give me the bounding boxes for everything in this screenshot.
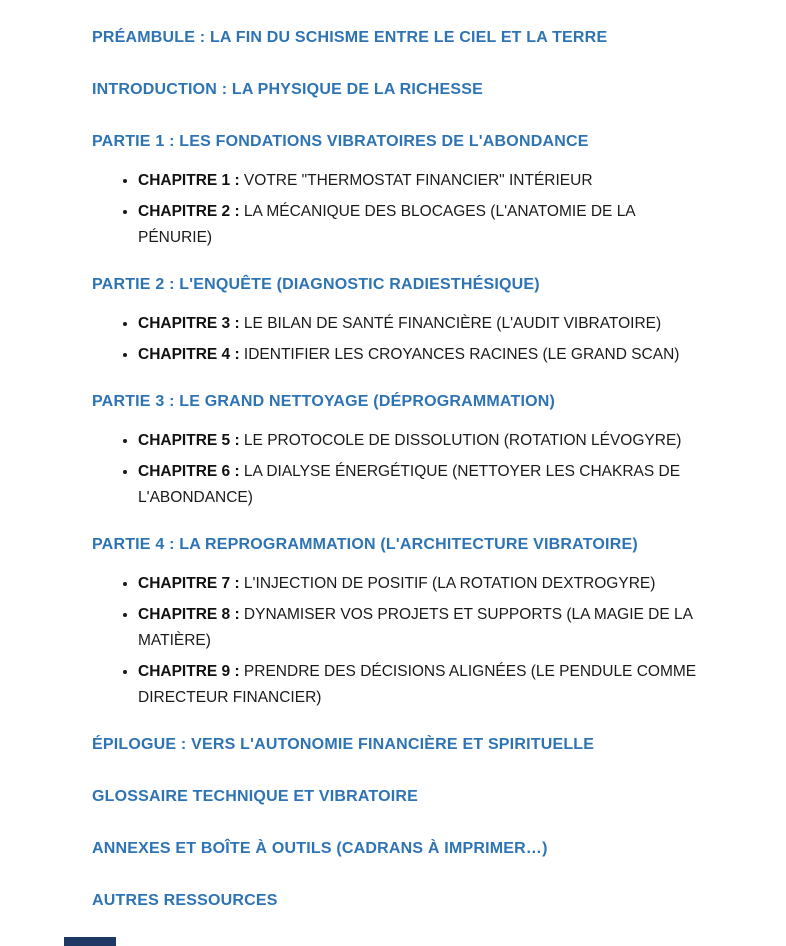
chapter-list — [92, 168, 712, 251]
section-heading: PARTIE 2 : L'ENQUÊTE (DIAGNOSTIC RADIESTHÉSIQUE) — [92, 276, 540, 293]
chapter-item — [138, 311, 712, 337]
section-heading: PRÉAMBULE : LA FIN DU SCHISME ENTRE LE CIEL ET LA TERRE — [92, 29, 608, 46]
section-epilogue — [92, 719, 712, 757]
chapter-label: CHAPITRE 6 : — [138, 463, 240, 480]
chapter-item — [138, 571, 712, 597]
chapter-label: CHAPITRE 1 : — [138, 172, 240, 189]
section-preambule — [92, 12, 712, 50]
chapter-title: PRENDRE DES DÉCISIONS ALIGNÉES (LE PENDULE COMME DIRECTEUR FINANCIER) — [138, 663, 697, 706]
chapter-list — [92, 571, 712, 711]
section-heading: GLOSSAIRE TECHNIQUE ET VIBRATOIRE — [92, 788, 419, 805]
section-partie-4 — [92, 519, 712, 711]
section-glossaire — [92, 771, 712, 809]
section-partie-3 — [92, 376, 712, 511]
chapter-title: DYNAMISER VOS PROJETS ET SUPPORTS (LA MAGIE DE LA MATIÈRE) — [138, 606, 693, 649]
section-heading: PARTIE 4 : LA REPROGRAMMATION (L'ARCHITECTURE VIBRATOIRE) — [92, 536, 638, 553]
chapter-title: IDENTIFIER LES CROYANCES RACINES (LE GRAND SCAN) — [239, 346, 680, 363]
chapter-item — [138, 659, 712, 711]
section-heading: INTRODUCTION : LA PHYSIQUE DE LA RICHESSE — [92, 81, 484, 98]
chapter-title: LE PROTOCOLE DE DISSOLUTION (ROTATION LÉVOGYRE) — [239, 432, 682, 449]
chapter-item — [138, 199, 712, 251]
chapter-title: L'INJECTION DE POSITIF (LA ROTATION DEXTROGYRE) — [239, 575, 656, 592]
chapter-item — [138, 459, 712, 511]
chapter-item — [138, 342, 712, 368]
section-partie-1 — [92, 116, 712, 251]
chapter-item — [138, 602, 712, 654]
chapter-label: CHAPITRE 7 : — [138, 575, 240, 592]
chapter-title: LA DIALYSE ÉNERGÉTIQUE (NETTOYER LES CHAKRAS DE L'ABONDANCE) — [138, 463, 681, 506]
chapter-item — [138, 428, 712, 454]
toc-page — [92, 12, 712, 927]
section-annexes — [92, 823, 712, 861]
chapter-label: CHAPITRE 3 : — [138, 315, 240, 332]
chapter-title: VOTRE "THERMOSTAT FINANCIER" INTÉRIEUR — [239, 172, 593, 189]
chapter-list — [92, 428, 712, 511]
section-autres-ressources — [92, 875, 712, 913]
section-heading: ÉPILOGUE : VERS L'AUTONOMIE FINANCIÈRE ET SPIRITUELLE — [92, 736, 595, 753]
chapter-title: LE BILAN DE SANTÉ FINANCIÈRE (L'AUDIT VIBRATOIRE) — [239, 315, 662, 332]
chapter-label: CHAPITRE 2 : — [138, 203, 240, 220]
section-heading: PARTIE 1 : LES FONDATIONS VIBRATOIRES DE L'ABONDANCE — [92, 133, 589, 150]
chapter-label: CHAPITRE 4 : — [138, 346, 240, 363]
chapter-label: CHAPITRE 8 : — [138, 606, 240, 623]
section-partie-2 — [92, 259, 712, 368]
section-introduction — [92, 64, 712, 102]
chapter-label: CHAPITRE 5 : — [138, 432, 240, 449]
section-heading: PARTIE 3 : LE GRAND NETTOYAGE (DÉPROGRAMMATION) — [92, 393, 556, 410]
page-bottom-fragment — [64, 937, 116, 946]
chapter-list — [92, 311, 712, 368]
section-heading: AUTRES RESSOURCES — [92, 892, 278, 909]
chapter-label: CHAPITRE 9 : — [138, 663, 240, 680]
chapter-item — [138, 168, 712, 194]
chapter-title: LA MÉCANIQUE DES BLOCAGES (L'ANATOMIE DE LA PÉNURIE) — [138, 203, 635, 246]
section-heading: ANNEXES ET BOÎTE À OUTILS (CADRANS À IMPRIMER…) — [92, 840, 548, 857]
